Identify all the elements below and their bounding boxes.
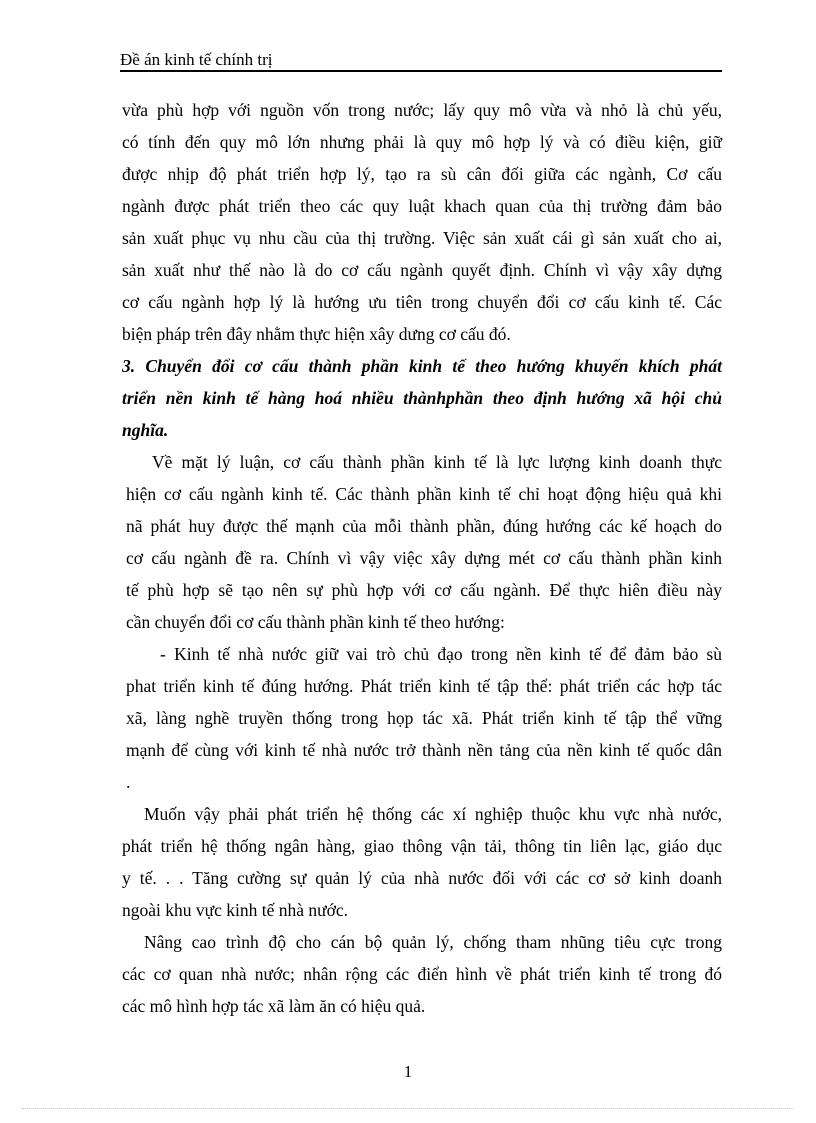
text-line: ngoài khu vực kinh tế nhà nước.	[122, 900, 349, 920]
text-line: phat triển kinh tế đúng hướng. Phát triển kinh tế tập thể: phát triển các hợp tác	[126, 676, 722, 696]
paragraph	[122, 446, 722, 638]
text-line: biện pháp trên đây nhằm thực hiện xây dưng cơ cấu đó.	[122, 324, 511, 344]
text-line: mạnh để cùng với kinh tế nhà nước trở thành nền tảng của nền kinh tế quốc dân	[126, 740, 722, 760]
text-line: - Kinh tế nhà nước giữ vai trò chủ đạo trong nền kinh tế để đảm bảo sù	[160, 644, 722, 664]
heading-line: nghĩa.	[122, 420, 169, 440]
text-line: phát triển hệ thống ngân hàng, giao thông vận tải, thông tin liên lạc, giáo dục	[122, 836, 722, 856]
paragraph	[122, 926, 722, 1022]
section-heading	[122, 350, 722, 446]
document-body	[122, 94, 722, 1022]
text-line: sản xuất như thế nào là do cơ cấu ngành quyết định. Chính vì vậy xây dựng	[122, 260, 722, 280]
paragraph	[122, 798, 722, 926]
text-line: Nâng cao trình độ cho cán bộ quản lý, chống tham nhũng tiêu cực trong	[144, 932, 722, 952]
running-header: Đề án kinh tế chính trị	[120, 50, 273, 69]
text-line: cơ cấu ngành đề ra. Chính vì vậy việc xây dựng mét cơ cấu thành phần kinh	[126, 548, 722, 568]
text-line: cần chuyển đổi cơ cấu thành phần kinh tế theo hướng:	[126, 612, 505, 632]
paragraph	[122, 638, 722, 798]
header-rule	[120, 70, 722, 72]
page-boundary-rule	[22, 1108, 794, 1109]
text-line: cơ cấu ngành hợp lý là hướng ưu tiên trong chuyển đổi cơ cấu kinh tế. Các	[122, 292, 722, 312]
heading-line: triển nền kinh tế hàng hoá nhiều thànhphần theo định hướng xã hội chủ	[122, 388, 722, 408]
text-line: vừa phù hợp với nguồn vốn trong nước; lấy quy mô vừa và nhỏ là chủ yếu,	[122, 100, 722, 120]
text-line: Về mặt lý luận, cơ cấu thành phần kinh tế là lực lượng kinh doanh thực	[152, 452, 722, 472]
text-line: được nhịp độ phát triển hợp lý, tạo ra sù cân đối giữa các ngành, Cơ cấu	[122, 164, 722, 184]
text-line: sản xuất phục vụ nhu cầu của thị trường. Việc sản xuất cái gì sản xuất cho ai,	[122, 228, 722, 248]
text-line: ngành được phát triển theo các quy luật khach quan của thị trường đảm bảo	[122, 196, 722, 216]
text-line: các cơ quan nhà nước; nhân rộng các điển hình về phát triển kinh tế trong đó	[122, 964, 722, 984]
text-line: các mô hình hợp tác xã làm ăn có hiệu quả.	[122, 996, 426, 1016]
text-line: xã, làng nghề truyền thống trong họp tác xã. Phát triển kinh tế tập thể vững	[126, 708, 722, 728]
text-line: hiện cơ cấu ngành kinh tế. Các thành phần kinh tế chỉ hoạt động hiệu quả khi	[126, 484, 722, 504]
text-line: .	[126, 772, 131, 792]
text-line: có tính đến quy mô lớn nhưng phải là quy mô hợp lý và có điều kiện, giữ	[122, 132, 722, 152]
heading-line: 3. Chuyển đổi cơ cấu thành phần kinh tế theo hướng khuyến khích phát	[122, 356, 722, 376]
paragraph	[122, 94, 722, 350]
text-line: nã phát huy được thế mạnh của mỗi thành phần, đúng hướng các kế hoạch do	[126, 516, 722, 536]
text-line: tế phù hợp sẽ tạo nên sự phù hợp với cơ cấu ngành. Để thực hiên điều này	[126, 580, 722, 600]
text-line: Muốn vậy phải phát triển hệ thống các xí nghiệp thuộc khu vực nhà nước,	[144, 804, 722, 824]
text-line: y tế. . . Tăng cường sự quản lý của nhà nước đối với các cơ sở kinh doanh	[122, 868, 722, 888]
page-number: 1	[403, 1062, 413, 1081]
